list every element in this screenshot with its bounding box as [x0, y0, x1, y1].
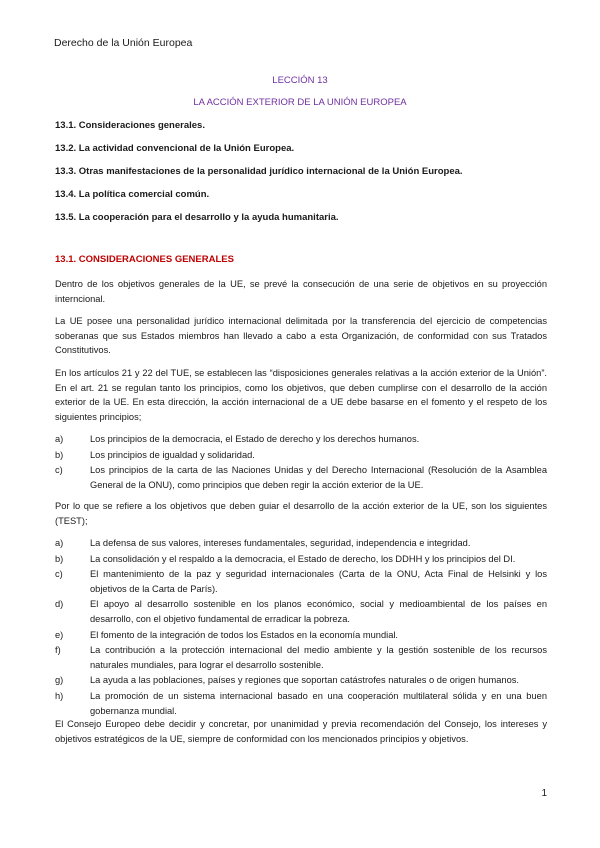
paragraph: Dentro de los objetivos generales de la UE, se prevé la consecución de una serie de objetivos en su proyección interncional. — [55, 279, 547, 304]
list-item — [55, 432, 547, 447]
toc-item: 13.5. La cooperación para el desarrollo y la ayuda humanitaria. — [55, 212, 339, 223]
page-number: 1 — [541, 788, 547, 799]
list-item — [55, 643, 547, 672]
list-text: La promoción de un sistema internacional basado en una cooperación multilateral sólida y en una buen gobernanza mundial. — [90, 690, 547, 716]
list-text: Los principios de la carta de las Naciones Unidas y del Derecho Internacional (Resolución de la Asamblea General de la ONU), como principios que deben regir la acción exterior de la UE. — [90, 465, 547, 490]
toc-item: 13.4. La política comercial común. — [55, 189, 210, 200]
list-marker: c) — [55, 465, 63, 476]
list-item — [55, 536, 547, 551]
list-item — [55, 689, 547, 718]
paragraph: El Consejo Europeo debe decidir y concretar, por unanimidad y previa recomendación del Consejo, los intereses y objetivos estratégicos de la UE, siempre de conformidad con los mencionados principios y objetivos. — [55, 719, 547, 744]
section-heading: 13.1. CONSIDERACIONES GENERALES — [55, 254, 234, 265]
objectives-list — [55, 536, 547, 719]
list-marker: b) — [55, 553, 64, 564]
list-item — [55, 673, 547, 688]
list-item — [55, 448, 547, 463]
list-text: Los principios de la democracia, el Estado de derecho y los derechos humanos. — [90, 434, 420, 444]
list-text: El fomento de la integración de todos los Estados en la economía mundial. — [90, 629, 399, 640]
paragraph: Por lo que se refiere a los objetivos que deben guiar el desarrollo de la acción exterior de la UE, son los siguientes (TEST); — [55, 501, 547, 526]
list-text: La ayuda a las poblaciones, países y regiones que soportan catástrofes naturales o de origen humanos. — [90, 675, 519, 686]
list-marker: f) — [55, 645, 61, 656]
list-text: El apoyo al desarrollo sostenible en los planos económico, social y medioambiental de los países en desarrollo, con el objetivo fundamental de erradicar la pobreza. — [90, 599, 547, 624]
list-item — [55, 463, 547, 492]
lesson-title: LA ACCIÓN EXTERIOR DE LA UNIÓN EUROPEA — [193, 97, 407, 108]
running-header: Derecho de la Unión Europea — [54, 37, 193, 49]
list-marker: g) — [55, 675, 64, 686]
toc-item: 13.3. Otras manifestaciones de la personalidad jurídico internacional de la Unión Europea. — [55, 166, 463, 177]
list-text: La contribución a la protección internacional del medio ambiente y la gestión sostenible de los recursos naturales mundiales, para lograr el desarrollo sostenible. — [90, 645, 547, 670]
list-marker: a) — [55, 538, 64, 548]
principles-list — [55, 432, 547, 493]
list-marker: a) — [55, 434, 64, 444]
list-marker: d) — [55, 599, 64, 610]
list-text: La consolidación y el respaldo a la democracia, el Estado de derecho, los DDHH y los principios del DI. — [90, 553, 516, 564]
paragraph: La UE posee una personalidad jurídico internacional delimitada por la transferencia del ejercicio de competencias soberanas que sus Estados miembros han llevado a cabo a esta Organización, de conformidad con sus Tratados Constitutivos. — [55, 316, 547, 356]
list-text: La defensa de sus valores, intereses fundamentales, seguridad, independencia e integridad. — [90, 538, 471, 548]
list-marker: b) — [55, 449, 64, 460]
lesson-number: LECCIÓN 13 — [272, 75, 328, 86]
list-text: El mantenimiento de la paz y seguridad internacionales (Carta de la ONU, Acta Final de Helsinki y los objetivos de la Carta de París). — [90, 569, 547, 594]
list-marker: e) — [55, 629, 64, 640]
list-text: Los principios de igualdad y solidaridad. — [90, 449, 255, 460]
list-marker: h) — [55, 690, 64, 701]
list-item — [55, 597, 547, 626]
toc-item: 13.1. Consideraciones generales. — [55, 120, 205, 131]
list-item — [55, 628, 547, 643]
toc-item: 13.2. La actividad convencional de la Unión Europea. — [55, 143, 295, 154]
list-item — [55, 567, 547, 596]
list-marker: c) — [55, 569, 63, 580]
paragraph: En los artículos 21 y 22 del TUE, se establecen las “disposiciones generales relativas a la acción exterior de la Unión”. En el art. 21 se regulan tanto los principios, como los objetivos, que deben cumplirse con el desarrollo de la acción exterior de la UE. En esta dirección, la acción internacional de a UE debe basarse en el fomento y el respeto de los siguientes principios; — [55, 368, 547, 422]
list-item — [55, 552, 547, 567]
